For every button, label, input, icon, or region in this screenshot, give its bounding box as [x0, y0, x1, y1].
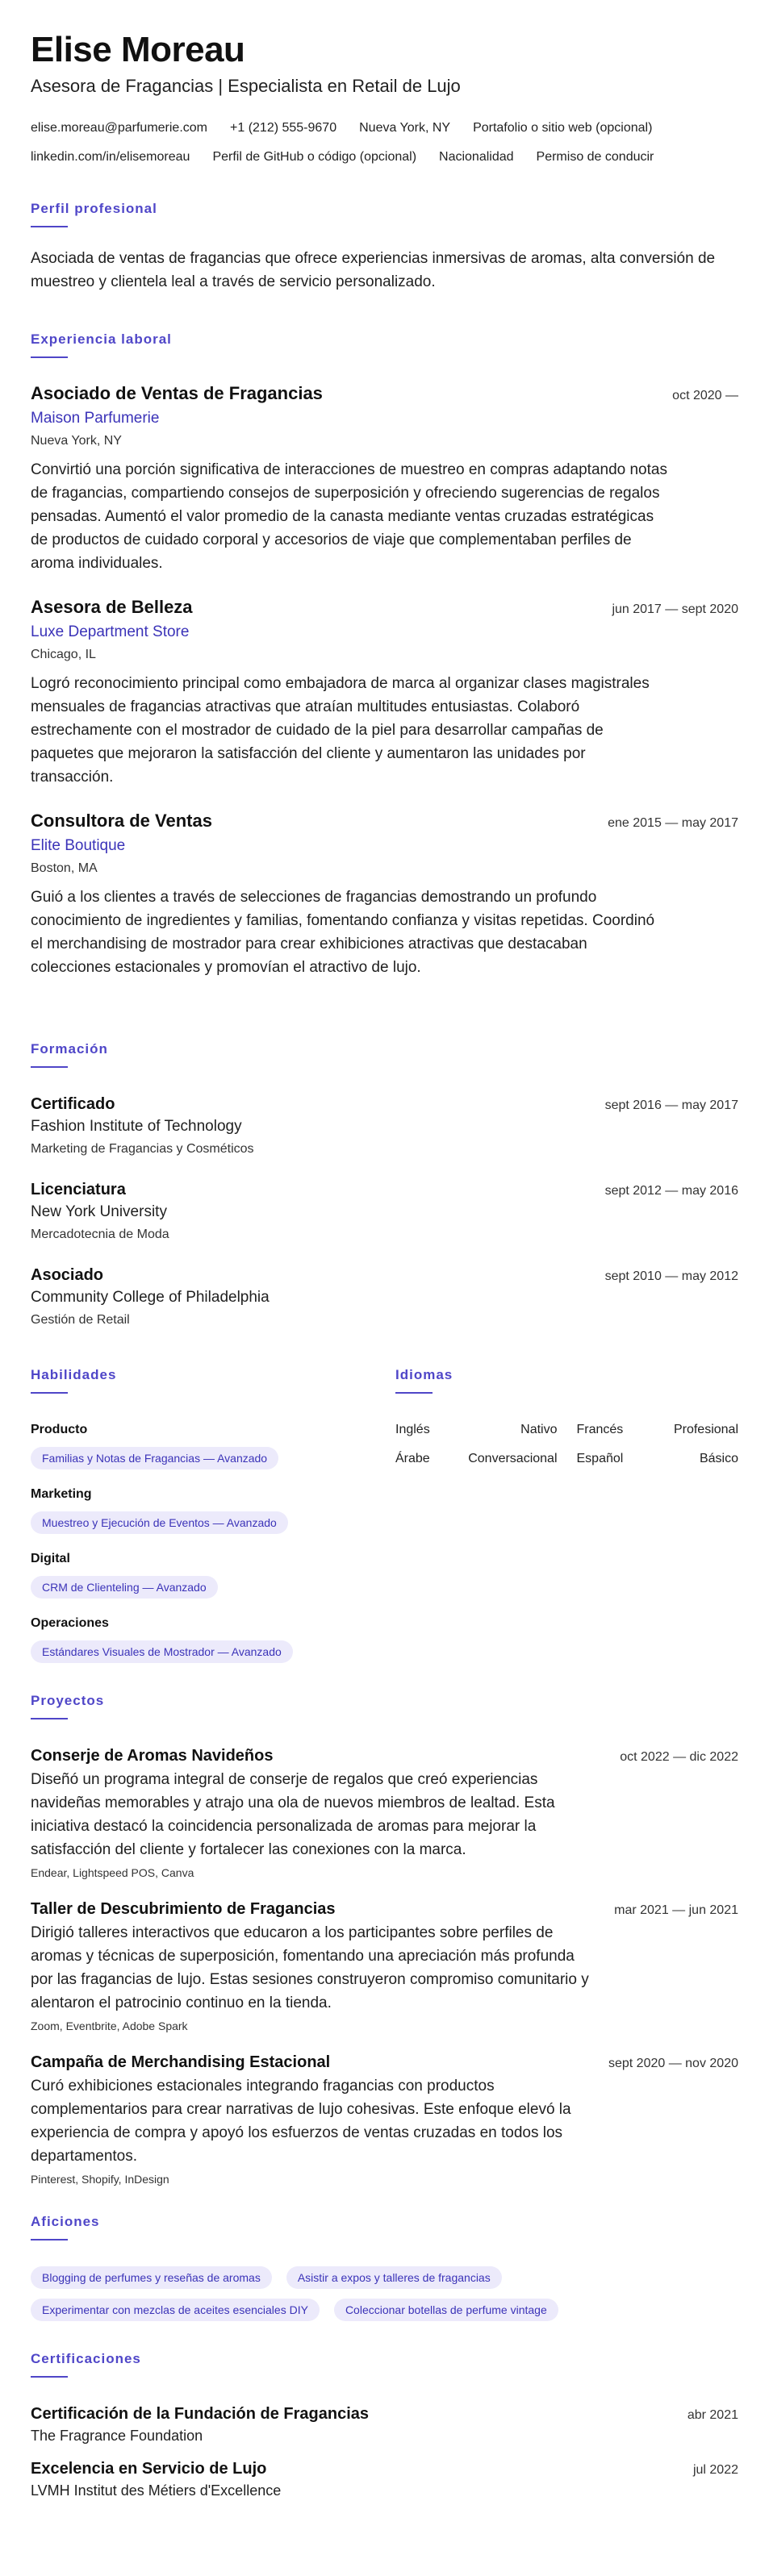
certification-date: abr 2021	[687, 2408, 738, 2422]
skill-tag: Estándares Visuales de Mostrador — Avanzado	[31, 1640, 293, 1663]
job-location: Nueva York, NY	[31, 434, 122, 448]
language-name: Árabe	[395, 1452, 430, 1465]
profile-section	[31, 200, 738, 294]
section-divider	[31, 1718, 68, 1719]
language-level: Básico	[699, 1452, 738, 1465]
skills-languages-row	[31, 1366, 738, 1663]
education-section	[31, 1040, 738, 1329]
section-divider	[31, 1392, 68, 1394]
degree: Certificado	[31, 1095, 115, 1113]
language-level: Conversacional	[468, 1452, 558, 1465]
job-dates: oct 2020 —	[672, 389, 738, 402]
education-dates: sept 2010 — may 2012	[604, 1269, 738, 1283]
hobby-list	[31, 2258, 612, 2321]
contact-phone[interactable]: +1 (212) 555-9670	[230, 121, 337, 135]
school-name: Fashion Institute of Technology	[31, 1118, 242, 1135]
language-level: Nativo	[520, 1423, 558, 1436]
experience-section	[31, 331, 738, 979]
project-tools: Zoom, Eventbrite, Adobe Spark	[31, 2020, 188, 2032]
education-entry	[31, 1179, 738, 1244]
degree: Licenciatura	[31, 1181, 126, 1198]
skill-group	[31, 1421, 395, 1469]
section-divider	[395, 1392, 433, 1394]
language-name: Francés	[576, 1423, 624, 1436]
skill-category: Producto	[31, 1423, 88, 1436]
job-dates: jun 2017 — sept 2020	[612, 602, 738, 616]
job-title: Asesora de Belleza	[31, 597, 193, 617]
skill-category: Marketing	[31, 1487, 92, 1501]
contact-email[interactable]: elise.moreau@parfumerie.com	[31, 121, 207, 135]
job-location: Chicago, IL	[31, 648, 96, 661]
contact-list	[31, 119, 741, 166]
field-of-study: Marketing de Fragancias y Cosméticos	[31, 1142, 254, 1156]
section-title: Certificaciones	[31, 2351, 141, 2366]
skill-group	[31, 1550, 395, 1599]
company-name: Luxe Department Store	[31, 623, 190, 640]
project-entry	[31, 2052, 738, 2187]
education-dates: sept 2016 — may 2017	[604, 1098, 738, 1112]
skill-category: Operaciones	[31, 1616, 109, 1630]
job-entry	[31, 596, 738, 789]
section-title: Habilidades	[31, 1367, 117, 1382]
skill-tag: Muestreo y Ejecución de Eventos — Avanzado	[31, 1511, 288, 1534]
contact-nationality: Nacionalidad	[439, 150, 514, 164]
project-description: Diseñó un programa integral de conserje de regalos que creó experiencias navideñas memorables y atrajo una ola de nuevos miembros de lealtad. Esta iniciativa destacó la coincidencia personalizada de aromas para mejorar la satisfacción del cliente y fortalecer las conexiones con la marca.	[31, 1771, 555, 1858]
certification-name: Excelencia en Servicio de Lujo	[31, 2460, 267, 2478]
certification-entry	[31, 2458, 738, 2500]
skill-tag: Familias y Notas de Fragancias — Avanzado	[31, 1447, 278, 1469]
contact-driving-license: Permiso de conducir	[536, 150, 654, 164]
school-name: New York University	[31, 1203, 167, 1220]
education-entry	[31, 1094, 738, 1158]
section-title: Idiomas	[395, 1367, 453, 1382]
project-tools: Endear, Lightspeed POS, Canva	[31, 1866, 194, 1879]
job-description: Logró reconocimiento principal como embajadora de marca al organizar clases magistrales mensuales de fragancias atractivas que atraían multitudes entusiastas. Colaboró estrechamente con el mostrador de cuidado de la piel para desarrollar campañas de paquetes que mejoraron la satisfacción del cliente y aumentaron las unidades por transacción.	[31, 675, 650, 786]
language-item	[577, 1450, 739, 1468]
certifications-section	[31, 2350, 738, 2500]
hobby-tag: Asistir a expos y talleres de fragancias	[286, 2266, 502, 2289]
skills-section	[31, 1366, 395, 1663]
field-of-study: Mercadotecnia de Moda	[31, 1228, 169, 1241]
section-title: Aficiones	[31, 2214, 100, 2229]
section-title: Proyectos	[31, 1693, 105, 1708]
project-name: Conserje de Aromas Navideños	[31, 1747, 274, 1765]
job-title: Asociado de Ventas de Fragancias	[31, 383, 323, 403]
person-name: Elise Moreau	[31, 30, 245, 69]
company-name: Elite Boutique	[31, 837, 126, 854]
job-description: Guió a los clientes a través de selecciones de fragancias demostrando un profundo conocimiento de ingredientes y familias, fomentando confianza y visitas repetidas. Coordinó el merchandising de mostrador para crear exhibiciones atractivas que destacaban colecciones estacionales y promovían el atractivo de lujo.	[31, 889, 655, 976]
company-name: Maison Parfumerie	[31, 410, 160, 427]
resume-header	[31, 29, 738, 166]
skill-group	[31, 1615, 395, 1663]
section-title: Formación	[31, 1041, 108, 1057]
profile-summary: Asociada de ventas de fragancias que ofrece experiencias inmersivas de aromas, alta conversión de muestreo y clientela leal a través de servicio personalizado.	[31, 250, 716, 290]
project-name: Campaña de Merchandising Estacional	[31, 2053, 331, 2071]
job-description: Convirtió una porción significativa de interacciones de muestreo en compras adaptando notas de fragancias, compartiendo consejos de superposición y ofreciendo sugerencias de regalos pensadas. Aumentó el valor promedio de la canasta mediante ventas cruzadas estratégicas de productos de cuidado corporal y accesorios de viaje que complementaban perfiles de aroma individuales.	[31, 461, 667, 572]
language-item	[577, 1421, 739, 1439]
contact-github[interactable]: Perfil de GitHub o código (opcional)	[212, 150, 417, 164]
section-divider	[31, 2239, 68, 2240]
projects-section	[31, 1692, 738, 2187]
project-tools: Pinterest, Shopify, InDesign	[31, 2173, 169, 2186]
hobby-tag: Experimentar con mezclas de aceites esenciales DIY	[31, 2299, 320, 2321]
project-entry	[31, 1745, 738, 1881]
hobby-tag: Coleccionar botellas de perfume vintage	[334, 2299, 558, 2321]
section-divider	[31, 226, 68, 227]
language-item	[395, 1421, 558, 1439]
certification-issuer: The Fragrance Foundation	[31, 2428, 203, 2444]
certification-entry	[31, 2403, 738, 2445]
language-list	[395, 1421, 738, 1468]
headline: Asesora de Fragancias | Especialista en Retail de Lujo	[31, 76, 461, 96]
certification-date: jul 2022	[692, 2463, 738, 2477]
language-level: Profesional	[673, 1423, 738, 1436]
field-of-study: Gestión de Retail	[31, 1313, 130, 1327]
job-title: Consultora de Ventas	[31, 811, 212, 831]
project-description: Dirigió talleres interactivos que educaron a los participantes sobre perfiles de aromas y técnicas de superposición, fomentando una apreciación más profunda por las fragancias de lujo. Estas sesiones construyeron compromiso comunitario y alentaron el patrocinio continuo en la tienda.	[31, 1924, 589, 2011]
section-title: Experiencia laboral	[31, 331, 172, 347]
education-entry	[31, 1265, 738, 1329]
degree: Asociado	[31, 1266, 104, 1284]
project-entry	[31, 1899, 738, 2034]
skill-tag: CRM de Clienteling — Avanzado	[31, 1576, 218, 1599]
project-dates: oct 2022 — dic 2022	[620, 1750, 738, 1764]
contact-portfolio[interactable]: Portafolio o sitio web (opcional)	[473, 121, 653, 135]
project-description: Curó exhibiciones estacionales integrando fragancias con productos complementarios para crear narrativas de lujo cohesivas. Este enfoque elevó la experiencia de compra y apoyó los esfuerzos de ventas cruzadas en todos los departamentos.	[31, 2078, 571, 2165]
languages-section	[395, 1366, 738, 1663]
certification-issuer: LVMH Institut des Métiers d'Excellence	[31, 2482, 282, 2499]
job-entry	[31, 810, 738, 979]
project-dates: sept 2020 — nov 2020	[608, 2057, 738, 2070]
language-item	[395, 1450, 558, 1468]
skill-category: Digital	[31, 1552, 70, 1565]
job-entry	[31, 382, 738, 575]
section-divider	[31, 356, 68, 358]
hobbies-section	[31, 2213, 738, 2321]
hobby-tag: Blogging de perfumes y reseñas de aromas	[31, 2266, 272, 2289]
project-dates: mar 2021 — jun 2021	[614, 1903, 738, 1917]
section-divider	[31, 1066, 68, 1068]
project-name: Taller de Descubrimiento de Fragancias	[31, 1900, 336, 1918]
certification-name: Certificación de la Fundación de Fragancias	[31, 2405, 369, 2423]
skill-group	[31, 1486, 395, 1534]
job-dates: ene 2015 — may 2017	[608, 816, 738, 830]
language-name: Inglés	[395, 1423, 430, 1436]
job-location: Boston, MA	[31, 861, 98, 875]
contact-location: Nueva York, NY	[359, 121, 451, 135]
contact-linkedin[interactable]: linkedin.com/in/elisemoreau	[31, 150, 190, 164]
section-divider	[31, 2376, 68, 2378]
school-name: Community College of Philadelphia	[31, 1289, 270, 1306]
language-name: Español	[576, 1452, 624, 1465]
section-title: Perfil profesional	[31, 201, 157, 216]
education-dates: sept 2012 — may 2016	[604, 1184, 738, 1198]
